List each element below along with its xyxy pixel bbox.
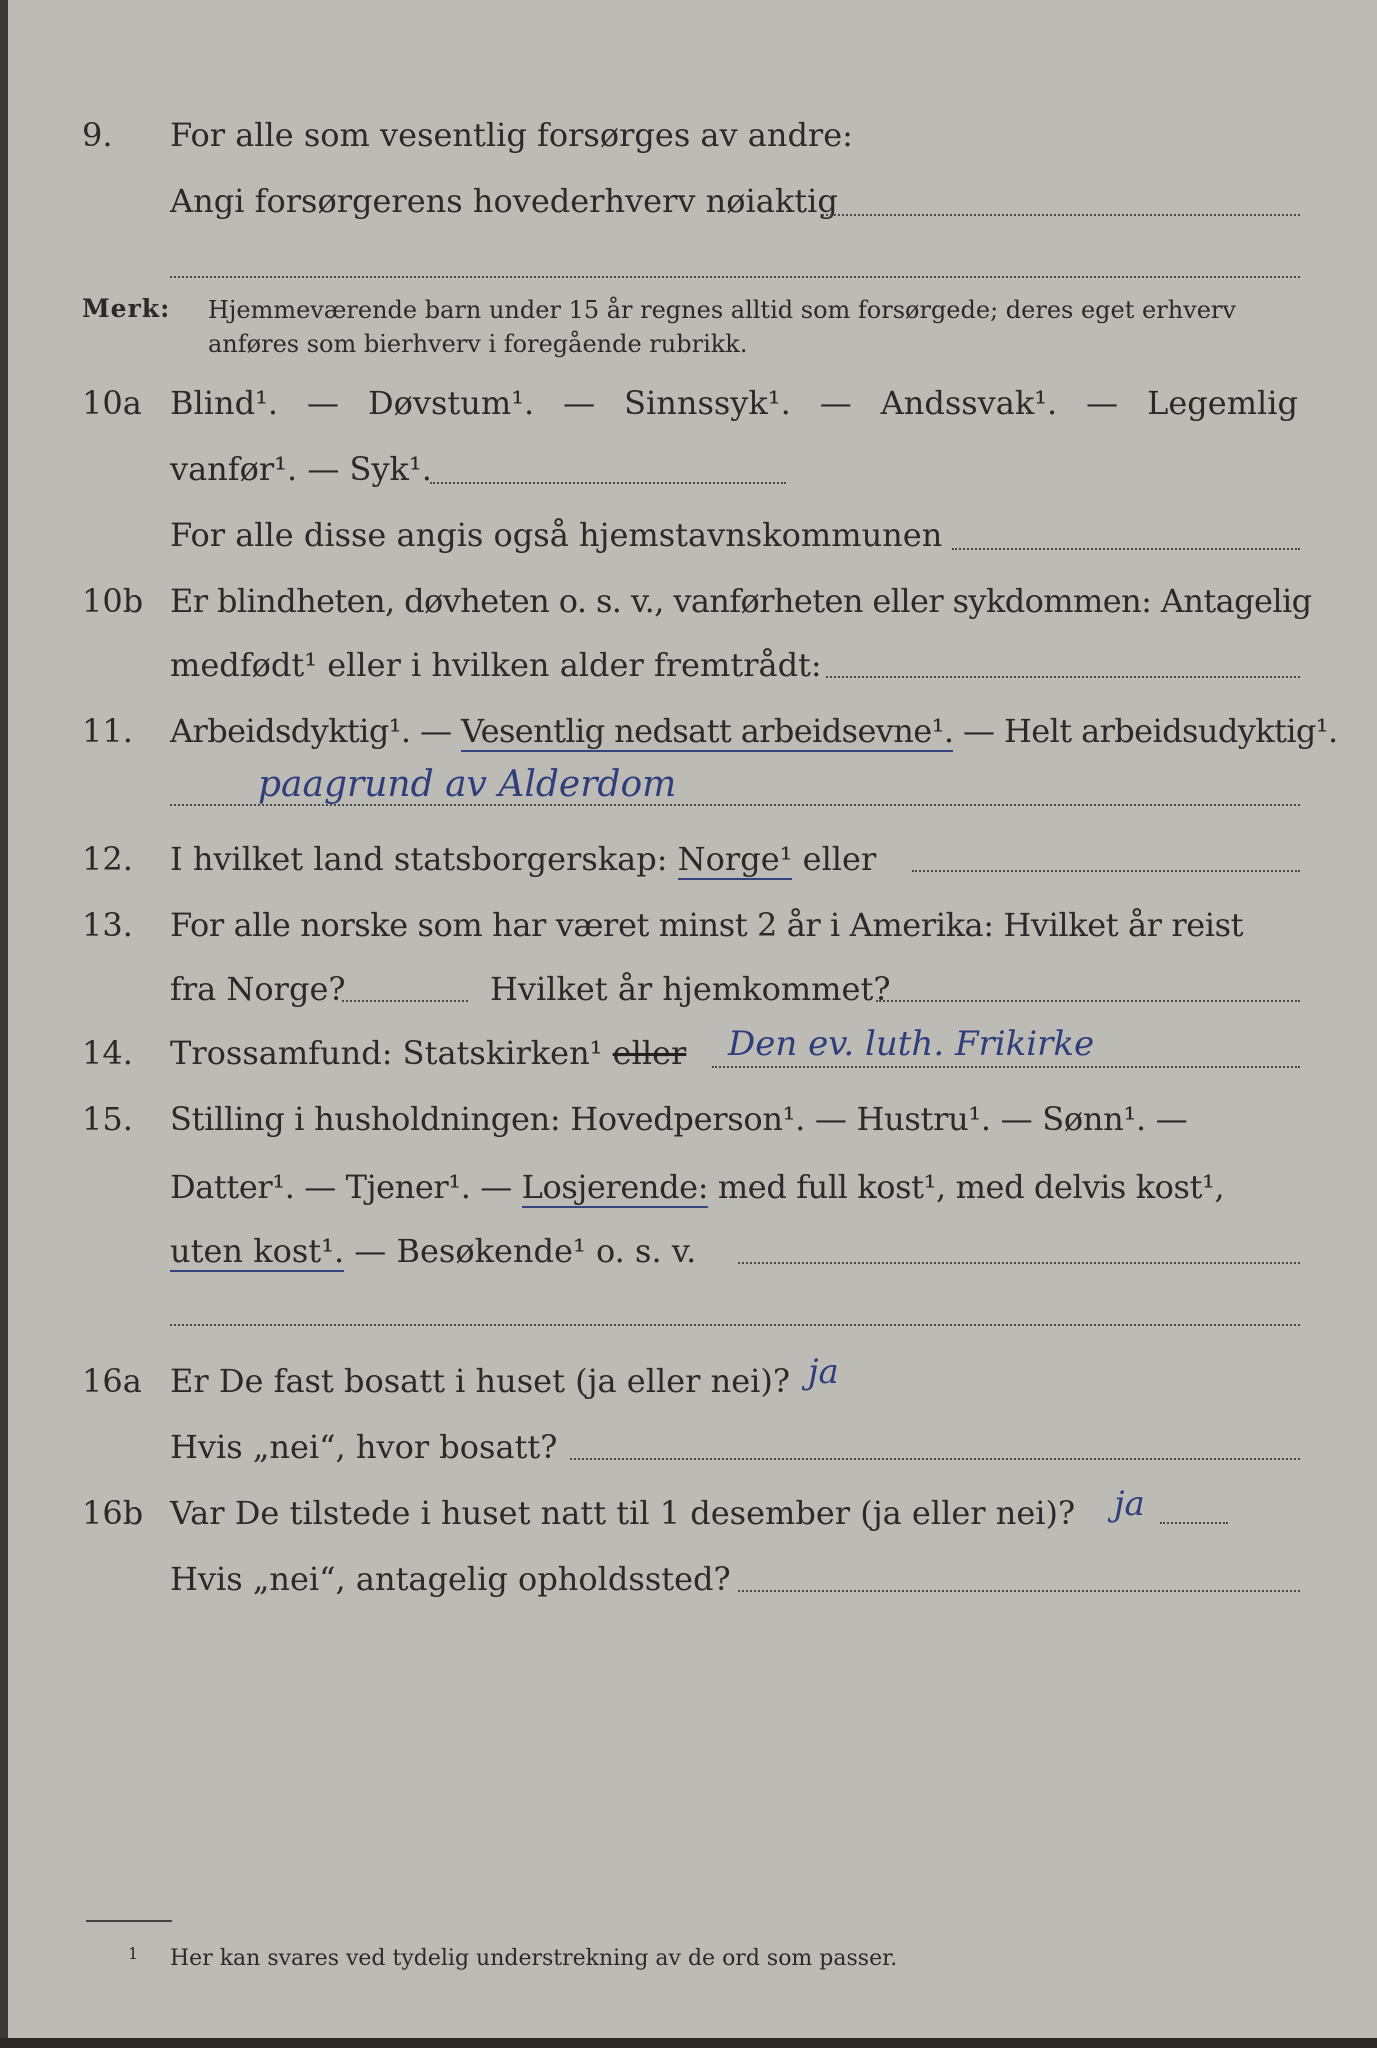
q9-line2-text: Angi forsørgerens hovederhverv nøiaktig: [170, 182, 838, 220]
q16b-line2: Hvis „nei“, antagelig opholdssted?: [170, 1560, 731, 1598]
q16a-line1: Er De fast bosatt i huset (ja eller nei)?: [170, 1362, 791, 1400]
q12-answer-line[interactable]: [912, 870, 1300, 872]
q11-line1: [170, 712, 1338, 750]
q10a-word: —: [1086, 384, 1119, 422]
q11-handwriting: paagrund av Alderdom: [258, 764, 677, 805]
q10a-word: Blind¹.: [170, 384, 279, 422]
q10a-word: Sinnssyk¹.: [624, 384, 791, 422]
q15-line3: [170, 1232, 696, 1270]
page-edge: [0, 0, 8, 2048]
q10b-answer-line[interactable]: [826, 676, 1300, 678]
q13-line1: For alle norske som har været minst 2 år i Amerika: Hvilket år reist: [170, 906, 1244, 944]
q10b-line1: Er blindheten, døvheten o. s. v., vanførheten eller sykdommen: Antagelig: [170, 582, 1312, 620]
page-edge-bottom: [0, 2038, 1377, 2048]
footnote-text: Her kan svares ved tydelig understrekning av de ord som passer.: [170, 1946, 898, 1971]
q15-number: 15.: [82, 1100, 133, 1138]
q9-line2: [170, 182, 838, 220]
footnote-mark: 1: [128, 1944, 139, 1963]
q12-answer-norge: Norge¹: [677, 840, 793, 878]
q16b-answer: ja: [1114, 1484, 1145, 1524]
q15-losjerende: Losjerende:: [521, 1168, 709, 1206]
footnote-rule: [86, 1920, 172, 1922]
q11-option-arbeidsdyktig: Arbeidsdyktig¹. —: [170, 712, 462, 750]
q10a-word: Andssvak¹.: [880, 384, 1058, 422]
q14-line: [170, 1034, 686, 1072]
q10a-line3: For alle disse angis også hjemstavnskommunen: [170, 516, 943, 554]
q10a-word: Legemlig: [1147, 384, 1298, 422]
q15-answer-line-2[interactable]: [170, 1324, 1300, 1326]
q15-line2a: Datter¹. — Tjener¹. —: [170, 1168, 522, 1206]
q10a-hjemstavn-line[interactable]: [952, 548, 1300, 550]
q16a-bosatt-line[interactable]: [570, 1458, 1300, 1460]
q16b-answer-line[interactable]: [1160, 1522, 1228, 1524]
q10b-number: 10b: [82, 582, 144, 620]
q13-line2a: fra Norge?: [170, 970, 346, 1008]
q13-hjemkommet-line[interactable]: [876, 1000, 1300, 1002]
q14-handwriting: Den ev. luth. Frikirke: [728, 1024, 1095, 1064]
q15-line2c: med full kost¹, med delvis kost¹,: [708, 1168, 1225, 1206]
q16a-number: 16a: [82, 1362, 142, 1400]
q10a-word: Døvstum¹.: [367, 384, 535, 422]
q9-answer-line[interactable]: [822, 214, 1300, 216]
q11-option-udyktig: — Helt arbeidsudyktig¹.: [953, 712, 1338, 750]
q12-line: [170, 840, 876, 878]
q14-number: 14.: [82, 1034, 133, 1072]
q16a-answer: ja: [808, 1352, 839, 1392]
q10b-line2: medfødt¹ eller i hvilken alder fremtrådt:: [170, 646, 822, 684]
q12-text: I hvilket land statsborgerskap:: [170, 840, 678, 878]
q16b-opholdssted-line[interactable]: [738, 1590, 1300, 1592]
q13-reist-line[interactable]: [342, 1000, 468, 1002]
q15-line3b: — Besøkende¹ o. s. v.: [344, 1232, 697, 1270]
q11-option-nedsatt: Vesentlig nedsatt arbeidsevne¹.: [461, 712, 954, 750]
q10a-word: —: [563, 384, 596, 422]
q10a-number: 10a: [82, 384, 142, 422]
q10a-word: —: [819, 384, 852, 422]
footnote: [130, 1946, 897, 1971]
q12-number: 12.: [82, 840, 133, 878]
q9-number: 9.: [82, 116, 113, 154]
q15-answer-line[interactable]: [738, 1262, 1300, 1264]
q10a-answer-line[interactable]: [430, 482, 786, 484]
q12-tail: eller: [792, 840, 877, 878]
q9-answer-line-2[interactable]: [170, 276, 1300, 278]
q10a-line1: [170, 384, 1298, 422]
q16b-line1: Var De tilstede i huset natt til 1 desember (ja eller nei)?: [170, 1494, 1076, 1532]
q14-struck-eller: eller: [612, 1034, 687, 1072]
q16b-number: 16b: [82, 1494, 144, 1532]
q10a-line2: vanfør¹. — Syk¹.: [170, 450, 432, 488]
q10a-word: —: [307, 384, 340, 422]
q14-answer-line[interactable]: [712, 1066, 1300, 1068]
q14-text: Trossamfund: Statskirken¹: [170, 1034, 613, 1072]
q13-line2b: Hvilket år hjemkommet?: [490, 970, 891, 1008]
merk-line1: Hjemmeværende barn under 15 år regnes alltid som forsørgede; deres eget erhverv: [208, 296, 1236, 324]
q13-number: 13.: [82, 906, 133, 944]
q15-line2: [170, 1168, 1224, 1206]
q9-line1: For alle som vesentlig forsørges av andre:: [170, 116, 853, 154]
q15-uten-kost: uten kost¹.: [170, 1232, 345, 1270]
merk-line2: anføres som bierhverv i foregående rubrikk.: [208, 330, 748, 358]
q15-line1: Stilling i husholdningen: Hovedperson¹. — Hustru¹. — Sønn¹. —: [170, 1100, 1188, 1138]
q11-number: 11.: [82, 712, 133, 750]
merk-label: Merk:: [82, 294, 171, 323]
q16a-line2: Hvis „nei“, hvor bosatt?: [170, 1428, 558, 1466]
